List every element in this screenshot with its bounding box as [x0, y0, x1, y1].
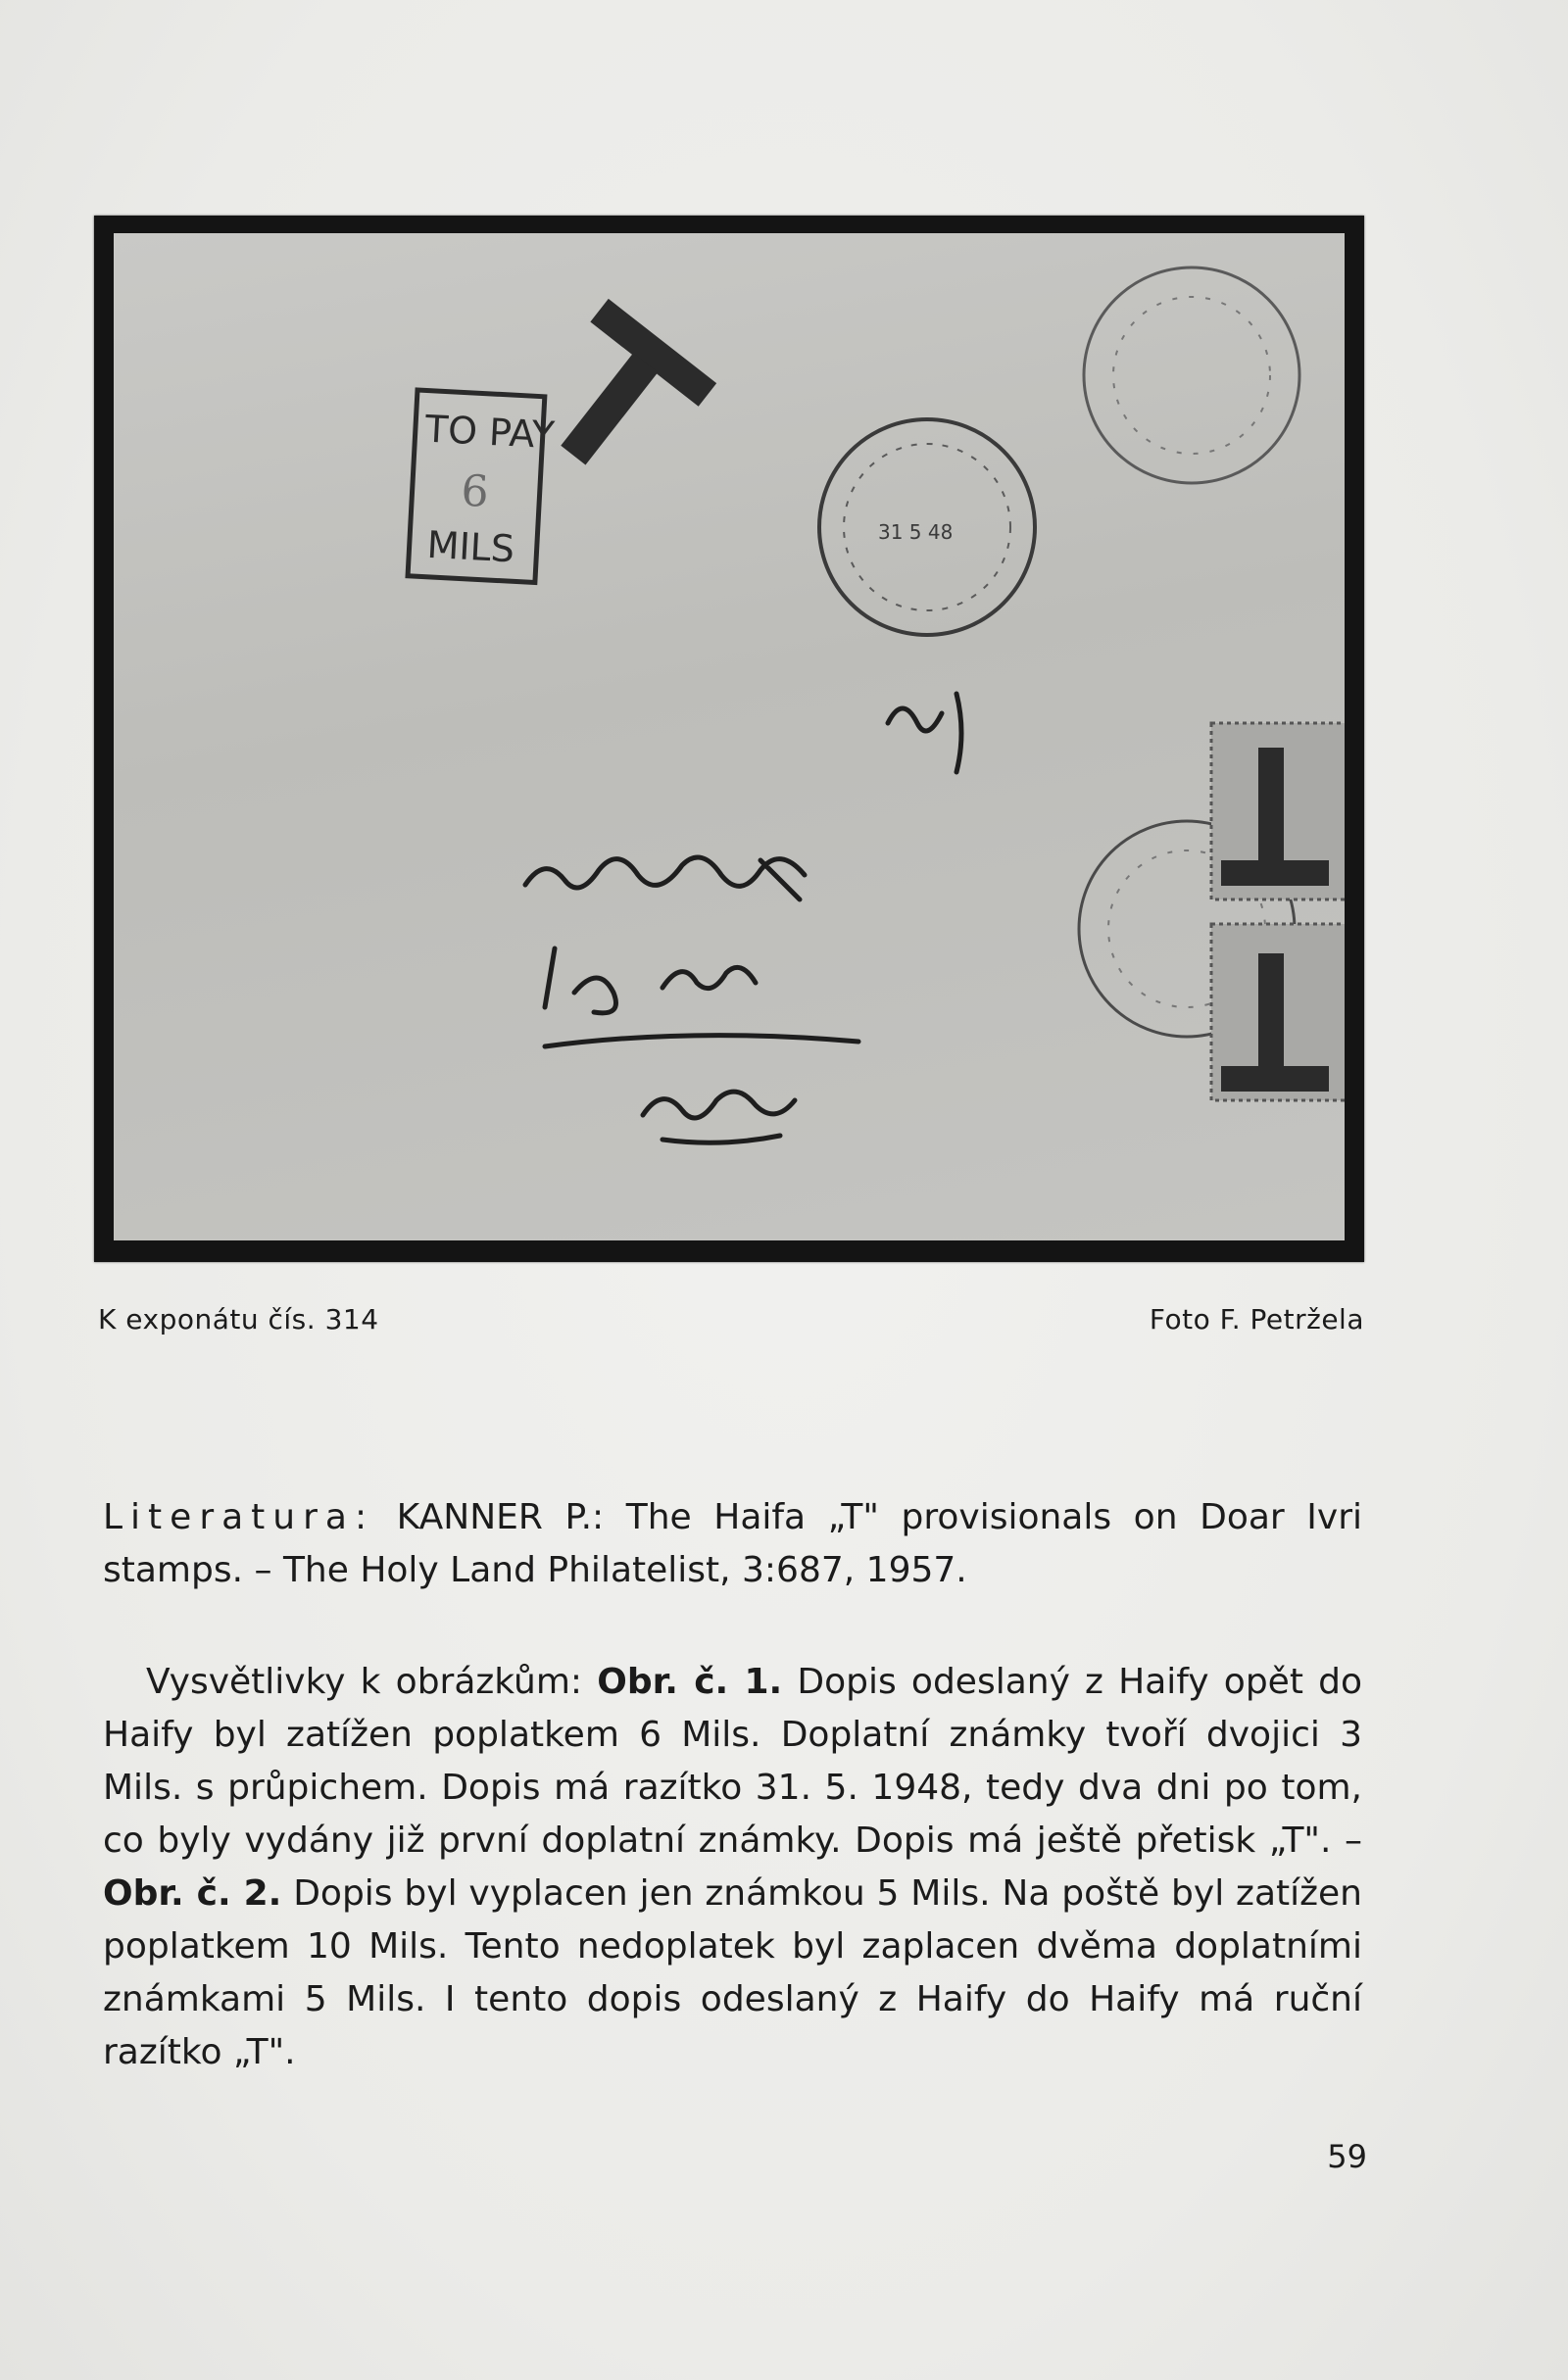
postage-due-stamp [1211, 723, 1345, 899]
envelope-photo [94, 216, 1364, 1262]
postage-due-stamp [1211, 924, 1345, 1100]
literature-label: Literatura: [103, 1497, 375, 1537]
photo-credit: Foto F. Petržela [1149, 1303, 1364, 1336]
figure-caption [98, 1303, 1364, 1342]
exhibit-number-caption: K exponátu čís. 314 [98, 1303, 379, 1336]
page-number: 59 [1327, 2138, 1367, 2175]
t-handstamp [519, 299, 716, 498]
figure-2-text: Dopis byl vyplacen jen známkou 5 Mils. Na poště byl zatížen poplatkem 10 Mils. Tento nedoplatek byl zaplacen dvěma doplatními známkami 5 Mils. I tento dopis odeslaný z Haify do Haify má ruční razítko „T". [103, 1873, 1362, 2072]
svg-text:MILS: MILS [425, 522, 516, 571]
figure-2-label: Obr. č. 2. [103, 1873, 282, 1914]
envelope-illustration [114, 233, 1345, 1240]
explanations-intro: Vysvětlivky k obrázkům: [146, 1662, 598, 1702]
postmark-circle [819, 419, 1035, 635]
figure-1-text: Dopis odeslaný z Haify opět do Haify byl zatížen poplatkem 6 Mils. Doplatní známky tvoří dvojici 3 Mils. s průpichem. Dopis má razítko 31. 5. 1948, tedy dva dni po tom, co byly vydány již první doplatní známky. Dopis má ještě přetisk „T". – [103, 1662, 1362, 1861]
svg-text:TO PAY: TO PAY [423, 407, 556, 458]
photo-content [114, 233, 1345, 1240]
literature-paragraph [103, 1491, 1362, 1597]
literature-text: KANNER P.: The Haifa „T" provisionals on Doar Ivri stamps. – The Holy Land Philatelist, 3:687, 1957. [103, 1497, 1362, 1590]
svg-text:6: 6 [460, 465, 490, 517]
figure-1-label: Obr. č. 1. [597, 1662, 783, 1702]
svg-text:31 5 48: 31 5 48 [878, 520, 954, 544]
to-pay-cachet [408, 390, 557, 583]
postmark-circle [1084, 267, 1299, 483]
handwritten-address [525, 694, 961, 1142]
explanations-paragraph [103, 1656, 1362, 2079]
